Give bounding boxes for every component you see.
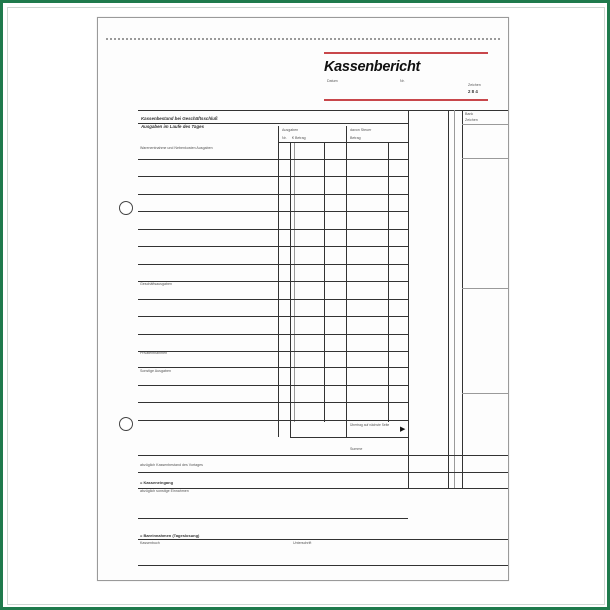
- header-red-rule-top: [324, 52, 488, 54]
- row-line: [138, 316, 408, 317]
- row-line: [138, 281, 408, 282]
- date-label: Datum: [327, 79, 338, 83]
- right-header-2: Zeichen: [465, 118, 478, 122]
- code-label: Zeichen: [468, 83, 481, 87]
- section-heading-2: Ausgaben im Laufe des Tages: [141, 124, 205, 129]
- perforation-line: [106, 38, 500, 40]
- summary-rule-1: [138, 455, 508, 456]
- arrow-right-icon: ▶: [400, 426, 406, 433]
- signature-rule: [138, 565, 508, 566]
- unterschrift-label: Unterschrift: [293, 541, 312, 545]
- row-line: [138, 385, 408, 386]
- row-line: [138, 367, 408, 368]
- summe-label: Summe: [350, 447, 363, 451]
- uebertrag-label: Übertrag auf nächste Seite: [350, 423, 390, 427]
- summary-rule-5: [138, 539, 508, 540]
- form-sheet: [97, 17, 509, 581]
- bareinnahmen-label: = Bareinnahmen (Tageslosung): [140, 533, 200, 538]
- kassenbuch-label: Kassenbuch: [140, 541, 160, 545]
- right-col-line-2: [448, 110, 449, 488]
- section-heading-1: Kassenbestand bei Geschäftsschluß: [141, 116, 218, 121]
- row-line: [138, 194, 408, 195]
- right-col-line-3: [454, 110, 455, 488]
- col-line-5: [388, 142, 389, 422]
- right-header-rule: [462, 124, 508, 125]
- row-label-privatentnahmen: Privatentnahmen: [140, 351, 168, 355]
- number-label: Nr.: [400, 79, 405, 83]
- right-rule-3: [462, 393, 508, 394]
- col-line-2: [290, 142, 291, 437]
- row-line: [138, 299, 408, 300]
- right-col-line-4: [462, 110, 463, 488]
- header-nr: Nr.: [282, 136, 287, 140]
- row-line: [138, 229, 408, 230]
- summary-rule-3: [138, 488, 508, 489]
- row-label-geschaeftsausgaben: Geschäftsausgaben: [140, 282, 172, 286]
- heading-divider: [138, 123, 408, 124]
- right-col-line-1: [408, 110, 409, 488]
- code-value: 2 8 4: [468, 89, 478, 94]
- row-line: [138, 159, 408, 160]
- totals-bottom-rule: [290, 437, 408, 438]
- summary-rule-4: [138, 518, 408, 519]
- header-bottom-rule: [278, 142, 408, 143]
- col-line-3: [324, 142, 325, 422]
- abzueglich-label: abzüglich Kassenbestand des Vortages: [140, 463, 203, 467]
- row-line: [138, 334, 408, 335]
- row-line: [138, 246, 408, 247]
- sonstige-einnahmen-label: abzüglich sonstige Einnahmen: [140, 489, 189, 493]
- kasseneingang-label: = Kasseneingang: [140, 480, 174, 485]
- summary-rule-2: [138, 472, 508, 473]
- header-red-rule-bottom: [324, 99, 488, 101]
- punch-hole-top: [119, 201, 133, 215]
- row-line: [138, 420, 408, 421]
- header-davon-steuer: davon Steuer: [350, 128, 372, 132]
- header-ausgaben: Ausgaben: [282, 128, 299, 132]
- row-label-warenentnahme: Warenentnahme und Nebenkosten Ausgaben: [140, 146, 213, 150]
- right-header-1: Bank: [465, 112, 474, 116]
- right-rule-1: [462, 158, 508, 159]
- row-line: [138, 264, 408, 265]
- col-subline: [294, 142, 295, 422]
- row-line: [138, 351, 408, 352]
- right-rule-2: [462, 288, 508, 289]
- row-line: [138, 176, 408, 177]
- row-line: [138, 211, 408, 212]
- row-line: [138, 402, 408, 403]
- header-betrag-2: Betrag: [350, 136, 361, 140]
- row-label-sonstige: Sonstige Ausgaben: [140, 369, 171, 373]
- header-betrag: € Betrag: [292, 136, 306, 140]
- form-title: Kassenbericht: [324, 59, 421, 75]
- table-top-rule: [138, 110, 508, 111]
- punch-hole-bottom: [119, 417, 133, 431]
